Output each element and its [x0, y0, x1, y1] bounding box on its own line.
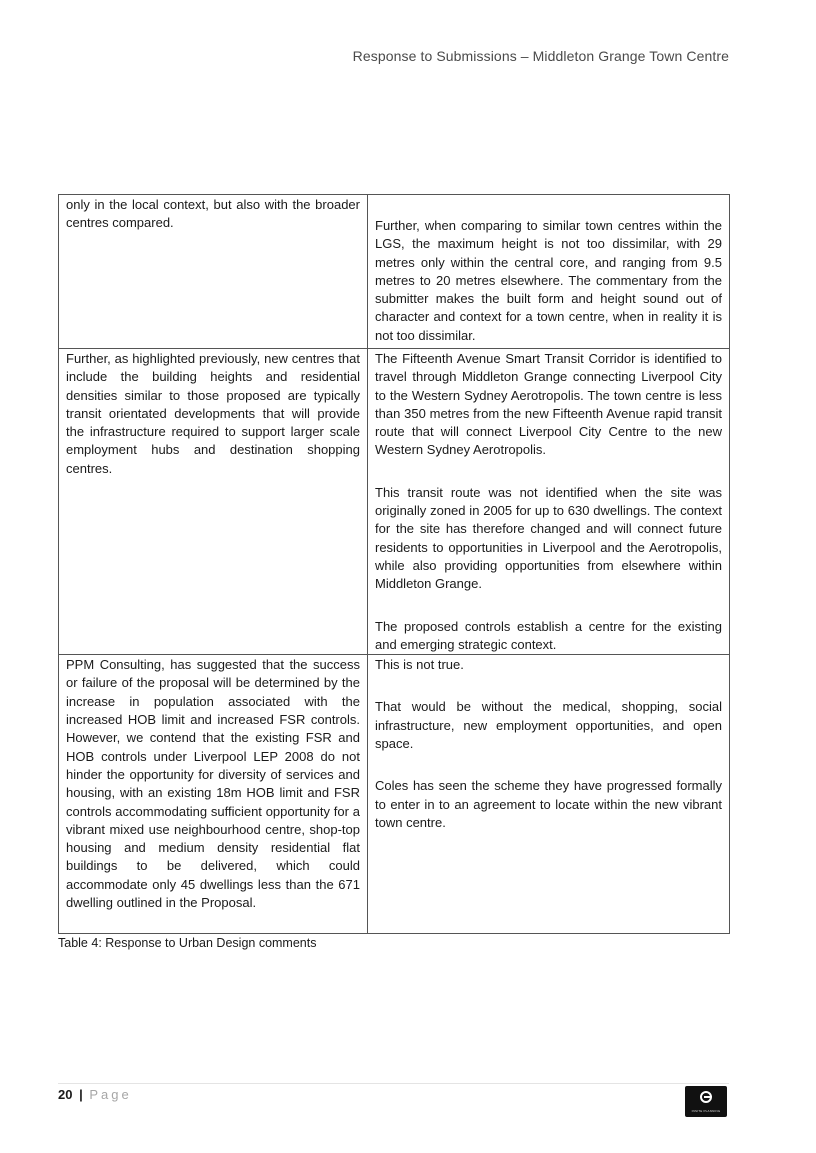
cell-paragraph: Coles has seen the scheme they have progressed formally to enter in to an agreement to locate within the new vibrant town centre. — [375, 778, 722, 830]
cell-paragraph: Further, as highlighted previously, new centres that include the building heights and residential densities similar to those proposed are typically transit orientated developments that will provide the infrastructure required to support larger scale employment hubs and destination shopping centres. — [66, 351, 360, 476]
page-header-title: Response to Submissions – Middleton Grange Town Centre — [352, 48, 729, 64]
logo-icon — [700, 1091, 712, 1103]
response-cell — [368, 195, 730, 349]
page-number-value: 20 — [58, 1087, 73, 1102]
response-cell — [368, 655, 730, 934]
cell-paragraph: The proposed controls establish a centre for the existing and emerging strategic context. — [375, 618, 722, 652]
submission-cell — [59, 349, 368, 655]
caption-text: : Response to Urban Design comments — [98, 936, 317, 950]
company-logo — [685, 1086, 727, 1117]
page-word: Page — [89, 1087, 132, 1102]
cell-paragraph: PPM Consulting, has suggested that the success or failure of the proposal will be determined by the increase in population associated with the increased HOB limit and increased FSR controls. However, we contend that the existing FSR and HOB controls under Liverpool LEP 2008 do not hinder the opportunity for diversity of services and housing, with an existing 18m HOB limit and FSR controls accommodating sufficient opportunity for a vibrant mixed use neighbourhood centre, shop-top housing and medium density residential flat buildings to be delivered, which could accommodate only 45 dwellings less than the 671 dwelling outlined in the Proposal. — [66, 657, 360, 911]
response-table — [58, 194, 730, 934]
cell-paragraph: This transit route was not identified when the site was originally zoned in 2005 for up to 630 dwellings. The context for the site has therefore changed and will connect future residents to opportunities in Liverpool and the Aerotropolis, while also providing opportunities from elsewhere within Middleton Grange. — [375, 484, 722, 592]
cell-paragraph: Further, when comparing to similar town centres within the LGS, the maximum height is not too dissimilar, with 29 metres only within the central core, and ranging from 9.5 metres to 20 metres elsewhere. The commentary from the submitter makes the built form and height sound out of character and context for a town centre, when in reality it is not too dissimilar. — [375, 218, 722, 343]
cell-paragraph — [375, 196, 722, 214]
footer-divider — [58, 1083, 729, 1084]
page-number — [58, 1087, 132, 1102]
cell-paragraph: The Fifteenth Avenue Smart Transit Corridor is identified to travel through Middleton Grange connecting Liverpool City to the Western Sydney Aerotropolis. The town centre is less than 350 metres from the new Fifteenth Avenue rapid transit route that will connect Liverpool City Centre to the new Western Sydney Aerotropolis. — [375, 351, 722, 458]
cell-paragraph: This is not true. — [375, 657, 464, 673]
table-row — [59, 349, 730, 655]
page-number-separator: | — [79, 1087, 83, 1102]
table-row — [59, 195, 730, 349]
cell-paragraph: That would be without the medical, shopping, social infrastructure, new employment opportunities, and open space. — [375, 699, 722, 752]
submission-cell — [59, 655, 368, 934]
submission-cell — [59, 195, 368, 349]
table-caption — [58, 936, 316, 950]
caption-label: Table 4 — [58, 936, 99, 950]
logo-text: INSITE PLANNING — [691, 1109, 721, 1113]
cell-paragraph: only in the local context, but also with the broader centres compared. — [66, 197, 360, 231]
table-row — [59, 655, 730, 934]
response-cell — [368, 349, 730, 655]
